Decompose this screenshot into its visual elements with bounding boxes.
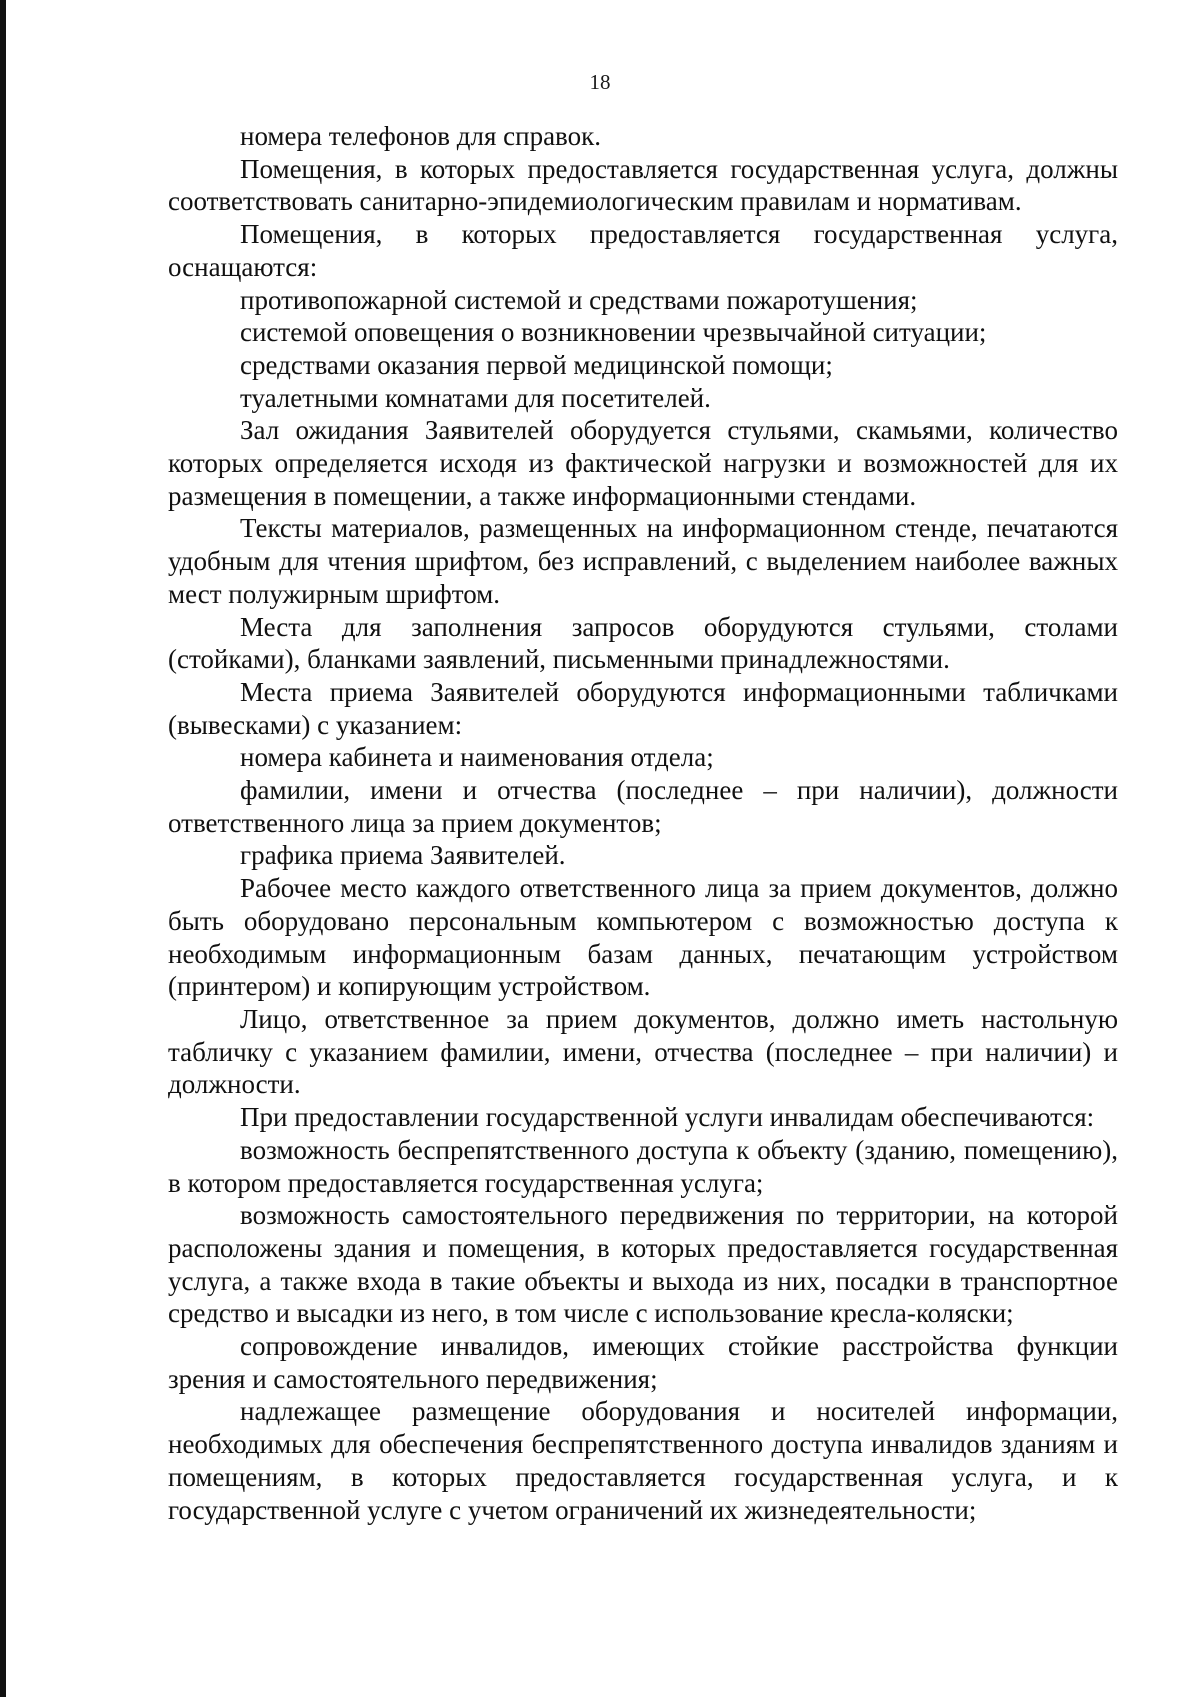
paragraph: Места для заполнения запросов оборудуются стульями, столами (стойками), бланками заявлений, письменными принадлежностями.	[168, 611, 1118, 675]
paragraph: возможность беспрепятственного доступа к объекту (зданию, помещению), в котором предоставляется государственная услуга;	[168, 1134, 1118, 1198]
paragraph: Лицо, ответственное за прием документов, должно иметь настольную табличку с указанием фамилии, имени, отчества (последнее – при наличии) и должности.	[168, 1003, 1118, 1100]
paragraph: Тексты материалов, размещенных на информационном стенде, печатаются удобным для чтения шрифтом, без исправлений, с выделением наиболее важных мест полужирным шрифтом.	[168, 513, 1118, 609]
paragraph: Зал ожидания Заявителей оборудуется стульями, скамьями, количество которых определяется исходя из фактической нагрузки и возможностей для их размещения в помещении, а также информационными стендами.	[168, 415, 1118, 511]
paragraph: системой оповещения о возникновении чрезвычайной ситуации;	[240, 317, 987, 348]
paragraph: номера кабинета и наименования отдела;	[240, 742, 714, 773]
paragraph: Помещения, в которых предоставляется государственная услуга, должны соответствовать санитарно-эпидемиологическим правилам и нормативам.	[168, 153, 1118, 217]
paragraph: фамилии, имени и отчества (последнее – при наличии), должности ответственного лица за прием документов;	[168, 775, 1118, 838]
paragraph: средствами оказания первой медицинской помощи;	[240, 349, 833, 380]
paragraph: возможность самостоятельного передвижения по территории, на которой расположены здания и помещения, в которых предоставляется государственная услуга, а также входа в такие объекты и выхода из них, посадки в транспортное средство и высадки из него, в том числе с использование кресла-коляски;	[168, 1200, 1118, 1329]
page-number: 18	[589, 70, 611, 94]
paragraph: графика приема Заявителей.	[240, 840, 566, 871]
scan-edge	[0, 0, 6, 1697]
paragraph: Места приема Заявителей оборудуются информационными табличками (вывесками) с указанием:	[168, 676, 1118, 740]
paragraph: надлежащее размещение оборудования и носителей информации, необходимых для обеспечения беспрепятственного доступа инвалидов зданиям и помещениям, в которых предоставляется государственная услуга, и к государственной услуге с учетом ограничений их жизнедеятельности;	[168, 1396, 1118, 1525]
paragraph: номера телефонов для справок.	[240, 121, 601, 151]
document-body	[168, 120, 1118, 1526]
paragraph: Помещения, в которых предоставляется государственная услуга, оснащаются:	[168, 219, 1118, 282]
paragraph: сопровождение инвалидов, имеющих стойкие расстройства функции зрения и самостоятельного передвижения;	[168, 1331, 1118, 1394]
paragraph: противопожарной системой и средствами пожаротушения;	[240, 284, 918, 315]
paragraph: туалетными комнатами для посетителей.	[240, 382, 711, 413]
paragraph: Рабочее место каждого ответственного лица за прием документов, должно быть оборудовано персональным компьютером с возможностью доступа к необходимым информационным базам данных, печатающим устройством (принтером) и копирующим устройством.	[168, 873, 1118, 1002]
paragraph: При предоставлении государственной услуги инвалидам обеспечиваются:	[240, 1102, 1095, 1133]
